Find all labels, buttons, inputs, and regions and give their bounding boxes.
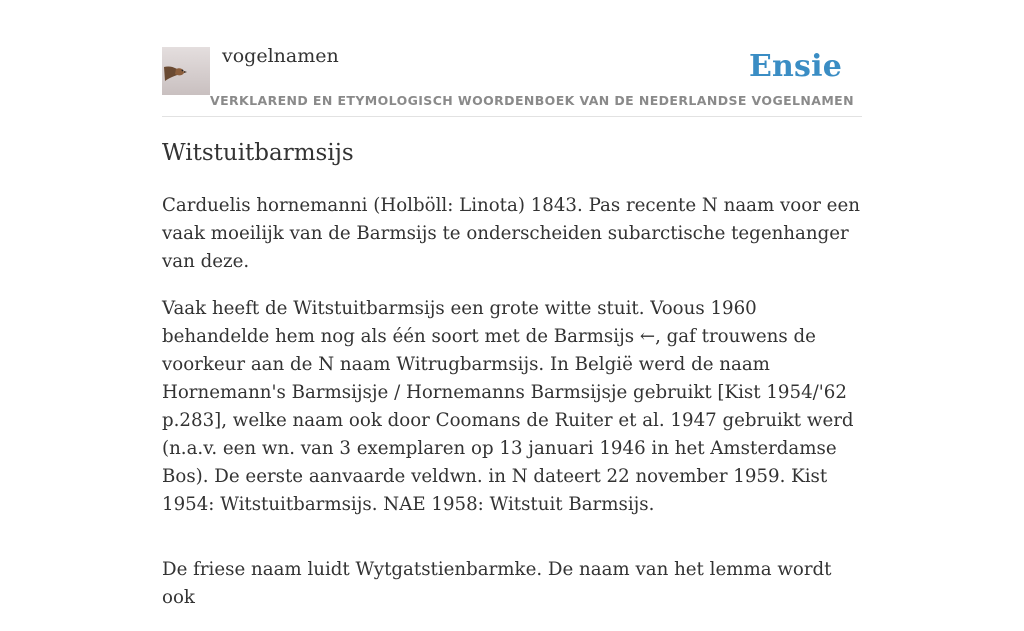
dictionary-subtitle: VERKLAREND EN ETYMOLOGISCH WOORDENBOEK VAN DE NEDERLANDSE VOGELNAMEN bbox=[210, 93, 854, 108]
entry-paragraph: De friese naam luidt Wytgatstienbarmke. De naam van het lemma wordt ook bbox=[162, 559, 832, 608]
brand-logo-link[interactable]: Ensie bbox=[748, 49, 842, 84]
entry-paragraph: Carduelis hornemanni (Holböll: Linota) 1843. Pas recente N naam voor een vaak moeilijk van de Barmsijs te onderscheiden subarctische tegenhanger van deze. bbox=[162, 195, 860, 272]
header bbox=[162, 0, 862, 117]
entry-content bbox=[162, 192, 864, 631]
dictionary-name-link[interactable]: vogelnamen bbox=[222, 45, 339, 67]
lemma-title: Witstuitbarmsijs bbox=[162, 140, 354, 166]
bird-avatar-icon[interactable] bbox=[162, 47, 210, 95]
entry-paragraph: Vaak heeft de Witstuitbarmsijs een grote witte stuit. Voous 1960 behandelde hem nog als één soort met de Barmsijs ←, gaf trouwens de voorkeur aan de N naam Witrugbarmsijs. In België werd de naam Hornemann's Barmsijsje / Hornemanns Barmsijsje gebruikt [Kist 1954/'62 p.283], welke naam ook door Coomans de Ruiter et al. 1947 gebruikt werd (n.a.v. een wn. van 3 exemplaren op 13 januari 1946 in het Amsterdamse Bos). De eerste aanvaarde veldwn. in N dateert 22 november 1959. Kist 1954: Witstuitbarmsijs. NAE 1958: Witstuit Barmsijs. bbox=[162, 298, 854, 515]
content-container bbox=[162, 0, 862, 608]
